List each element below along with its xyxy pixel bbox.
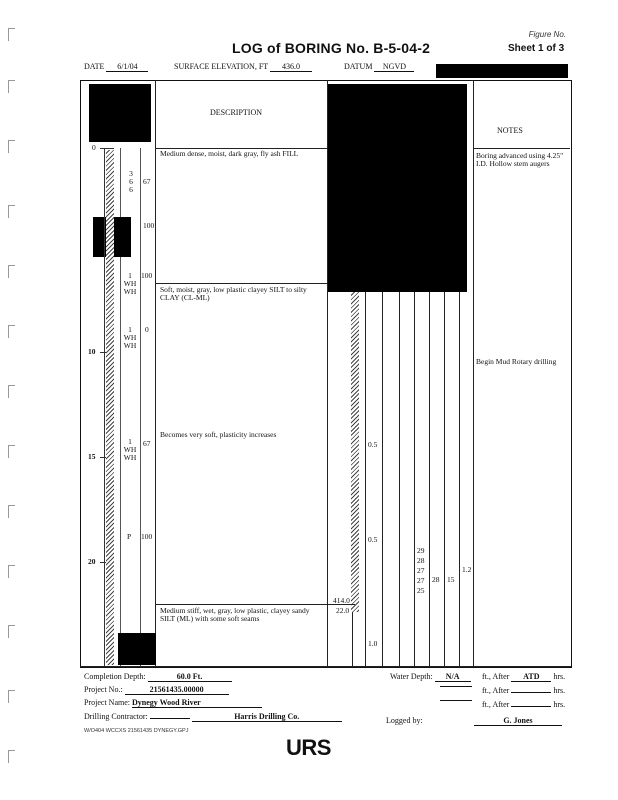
urs-logo: URS (286, 735, 331, 760)
strength-value: 1.0 (368, 639, 378, 648)
description-text: Medium stiff, wet, gray, low plastic, clayey sandy SILT (ML) with some soft seams (160, 606, 310, 623)
sample-recovery: 67 (143, 439, 151, 448)
after-row-3 (482, 700, 565, 709)
after-blank (511, 692, 551, 693)
row-divider (473, 148, 570, 149)
strata-line (155, 283, 327, 284)
logged-by-label: Logged by: (386, 716, 423, 725)
strength-value: 0.5 (368, 535, 378, 544)
depth-label: 10 (88, 347, 96, 356)
sheet-number: Sheet 1 of 3 (508, 43, 565, 54)
logged-by-row (386, 716, 423, 725)
sample-recovery: 0 (145, 325, 149, 334)
depth-label: 15 (88, 452, 96, 461)
logged-by-value: G. Jones (474, 716, 562, 726)
depth-axis (104, 148, 105, 666)
after-label: ft., After (482, 686, 510, 695)
note-text: Begin Mud Rotary drilling (476, 357, 557, 366)
log-table (80, 80, 572, 668)
date-label: DATE (84, 62, 105, 71)
after-suffix: hrs. (553, 672, 566, 681)
project-name-label: Project Name: (84, 698, 130, 707)
data-value: 28 (432, 575, 440, 584)
logged-by-value-wrap (474, 716, 562, 726)
after-row-1 (482, 672, 565, 682)
sample-blows: 1 WH WH (123, 271, 137, 296)
soil-graphic (106, 150, 114, 665)
after-label: ft., After (482, 700, 510, 709)
water-depth-row (390, 672, 471, 682)
redacted-box-bottom (118, 633, 156, 665)
contractor-value: Harris Drilling Co. (192, 712, 342, 722)
note-text: Boring advanced using 4.25" I.D. Hollow stem augers (476, 151, 564, 168)
water-depth-value: N/A (435, 672, 471, 682)
data-value: 1.2 (462, 565, 472, 574)
after-suffix: hrs. (553, 700, 566, 709)
redacted-box-center (328, 84, 467, 292)
sample-blows: 3 6 6 (129, 169, 133, 194)
data-value: 15 (447, 575, 455, 584)
project-no-value: 21561435.00000 (125, 685, 229, 695)
elevation-value: 414.0 (333, 596, 350, 605)
col-divider (155, 80, 156, 666)
project-name-row (84, 698, 262, 708)
after-value: ATD (511, 672, 551, 682)
blank-line (440, 700, 472, 701)
date-value: 6/1/04 (106, 62, 148, 72)
datum-label: DATUM (344, 62, 373, 71)
completion-row (84, 672, 232, 682)
date-row (84, 62, 148, 72)
after-row-2 (482, 686, 565, 695)
sample-graphic (351, 292, 359, 612)
contractor-row (84, 712, 342, 722)
after-label: ft., After (482, 672, 510, 681)
redacted-box-left (89, 84, 151, 142)
sample-blows: 1 WH WH (123, 437, 137, 462)
elevation-row (174, 62, 312, 72)
notes-header: NOTES (497, 126, 523, 135)
datum-value: NGVD (374, 62, 414, 72)
description-text: Medium dense, moist, dark gray, fly ash FILL (160, 149, 299, 158)
col-divider (473, 80, 474, 666)
project-no-label: Project No.: (84, 685, 123, 694)
footer-divider (80, 666, 571, 667)
depth-tick (100, 148, 114, 149)
sample-blows: 1 WH WH (123, 325, 137, 350)
sample-recovery: 100 (141, 271, 153, 280)
sample-blows: P (127, 532, 132, 541)
col-divider (140, 148, 141, 666)
sample-recovery: 67 (143, 177, 151, 186)
col-divider (365, 290, 366, 666)
description-header: DESCRIPTION (210, 108, 263, 117)
file-reference: W/O404 WCCXS 21561435 DYNEGY.GPJ (84, 728, 189, 734)
elevation-value: 22.0 (336, 606, 350, 615)
sample-recovery: 100 (143, 221, 155, 230)
description-text: Soft, moist, gray, low plastic clayey SILT to silty CLAY (CL-ML) (160, 285, 307, 302)
page-title: LOG of BORING No. B-5-04-2 (232, 40, 431, 56)
depth-label: 20 (88, 557, 96, 566)
figure-label: Figure No. (528, 30, 566, 39)
sample-recovery: 100 (141, 532, 153, 541)
elevation-label: SURFACE ELEVATION, FT (174, 62, 269, 71)
blank-line (440, 686, 472, 687)
contractor-label: Drilling Contractor: (84, 712, 148, 721)
after-suffix: hrs. (553, 686, 566, 695)
col-divider (382, 290, 383, 666)
strength-value: 0.5 (368, 440, 378, 449)
water-depth-label: Water Depth: (390, 672, 433, 681)
moisture-values: 29 28 27 27 25 (417, 546, 425, 595)
redacted-box-header (436, 64, 568, 78)
description-text: Becomes very soft, plasticity increases (160, 430, 277, 439)
completion-value: 60.0 Ft. (148, 672, 232, 682)
after-blank (511, 706, 551, 707)
depth-label: 0 (92, 143, 96, 152)
project-no-row (84, 685, 229, 695)
contractor-spacer (150, 718, 190, 719)
completion-label: Completion Depth: (84, 672, 146, 681)
project-name-value: Dynegy Wood River (132, 698, 262, 708)
strata-line (155, 604, 355, 605)
elevation-value: 436.0 (270, 62, 312, 72)
datum-row (344, 62, 414, 72)
